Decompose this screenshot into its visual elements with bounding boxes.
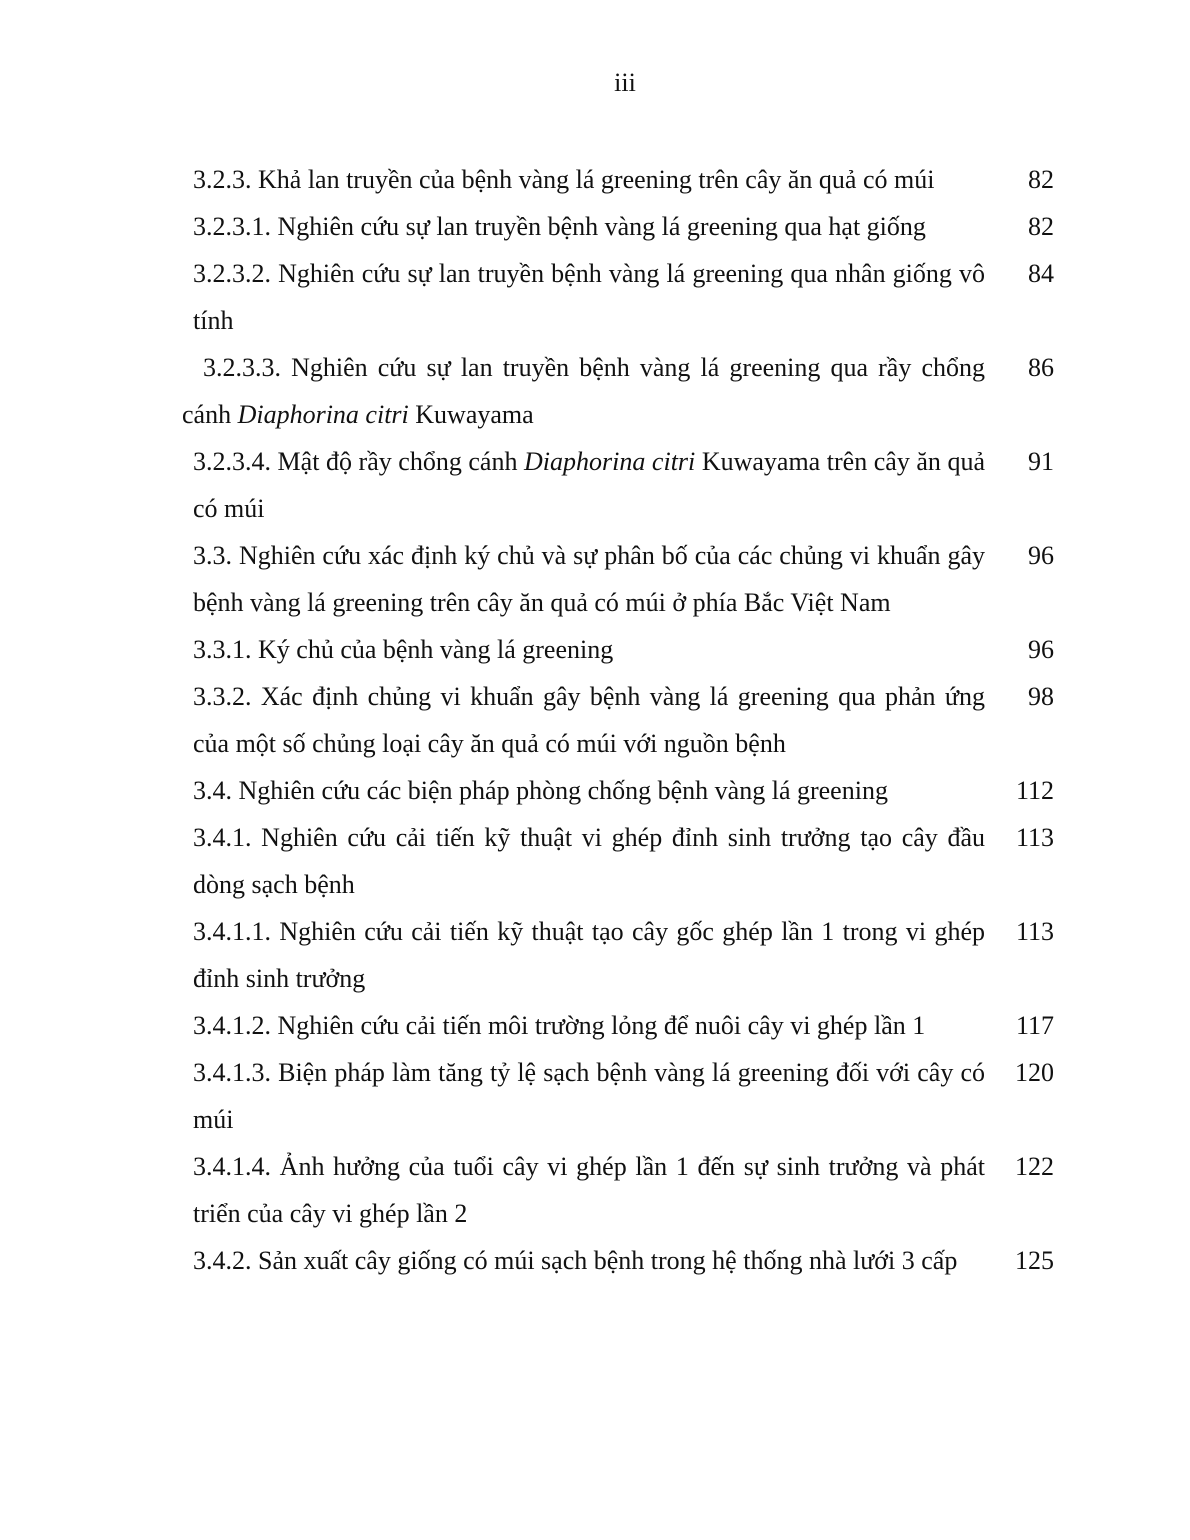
toc-entry-title-part: Kuwayama trên cây ăn quả có múi xyxy=(193,447,986,523)
toc-entry-page: 84 xyxy=(1028,259,1054,288)
toc-entry-page: 113 xyxy=(1015,823,1054,852)
toc-entry-page: 112 xyxy=(1015,776,1054,805)
species-name: Diaphorina citri xyxy=(237,400,409,429)
page-number: iii xyxy=(614,68,636,97)
toc-entry-3-4-1-1[interactable] xyxy=(0,908,1190,1002)
toc-entry-3-2-3-4[interactable] xyxy=(0,438,1190,532)
toc-entry-3-2-3-1[interactable] xyxy=(0,203,1190,250)
toc-entry-title xyxy=(182,344,985,438)
toc-entry-title xyxy=(193,438,985,532)
toc-entry-title: 3.2.3. Khả lan truyền của bệnh vàng lá greening trên cây ăn quả có múi xyxy=(193,165,935,194)
toc-entry-page: 82 xyxy=(1028,212,1054,241)
toc-entry-page: 96 xyxy=(1028,635,1054,664)
toc-entry-page: 117 xyxy=(1015,1011,1054,1040)
toc-entry-3-3[interactable] xyxy=(0,532,1190,626)
toc-entry-title: 3.2.3.1. Nghiên cứu sự lan truyền bệnh vàng lá greening qua hạt giống xyxy=(193,212,926,241)
toc-entry-3-4-1-2[interactable] xyxy=(0,1002,1190,1049)
toc-entry-page: 91 xyxy=(1028,447,1054,476)
toc-entry-page: 113 xyxy=(1015,917,1054,946)
toc-entry-page: 98 xyxy=(1028,682,1054,711)
toc-entry-title-part: Kuwayama xyxy=(408,400,534,429)
toc-entry-3-4-1[interactable] xyxy=(0,814,1190,908)
toc-entry-3-4-2[interactable] xyxy=(0,1237,1190,1284)
toc-entry-title: 3.4.1.3. Biện pháp làm tăng tỷ lệ sạch bệnh vàng lá greening đối với cây có múi xyxy=(193,1058,985,1134)
toc-entry-title: 3.3. Nghiên cứu xác định ký chủ và sự phân bố của các chủng vi khuẩn gây bệnh vàng lá greening trên cây ăn quả có múi ở phía Bắc Việt Nam xyxy=(193,541,985,617)
toc-entry-page: 120 xyxy=(1015,1058,1054,1087)
table-of-contents xyxy=(0,156,1190,1284)
toc-entry-page: 96 xyxy=(1028,541,1054,570)
toc-entry-3-2-3[interactable] xyxy=(0,156,1190,203)
toc-entry-page: 125 xyxy=(1015,1246,1054,1275)
toc-entry-title-part: 3.2.3.3. Nghiên cứu sự lan truyền bệnh vàng lá greening qua rầy chổng cánh xyxy=(182,353,985,429)
toc-entry-3-4[interactable] xyxy=(0,767,1190,814)
toc-entry-title: 3.3.1. Ký chủ của bệnh vàng lá greening xyxy=(193,635,614,664)
toc-entry-title: 3.4.2. Sản xuất cây giống có múi sạch bệnh trong hệ thống nhà lưới 3 cấp xyxy=(193,1246,958,1275)
toc-entry-3-3-2[interactable] xyxy=(0,673,1190,767)
species-name: Diaphorina citri xyxy=(524,447,696,476)
toc-entry-title: 3.4.1. Nghiên cứu cải tiến kỹ thuật vi ghép đỉnh sinh trưởng tạo cây đầu dòng sạch bệnh xyxy=(193,823,985,899)
toc-entry-3-4-1-4[interactable] xyxy=(0,1143,1190,1237)
toc-entry-page: 122 xyxy=(1015,1152,1054,1181)
toc-entry-page: 86 xyxy=(1028,353,1054,382)
toc-entry-3-4-1-3[interactable] xyxy=(0,1049,1190,1143)
toc-entry-title: 3.4.1.4. Ảnh hưởng của tuổi cây vi ghép lần 1 đến sự sinh trưởng và phát triển của cây vi ghép lần 2 xyxy=(193,1152,985,1228)
toc-entry-title: 3.2.3.2. Nghiên cứu sự lan truyền bệnh vàng lá greening qua nhân giống vô tính xyxy=(193,259,985,335)
toc-entry-title: 3.3.2. Xác định chủng vi khuẩn gây bệnh vàng lá greening qua phản ứng của một số chủng loại cây ăn quả có múi với nguồn bệnh xyxy=(193,682,985,758)
toc-entry-title: 3.4. Nghiên cứu các biện pháp phòng chống bệnh vàng lá greening xyxy=(193,776,888,805)
toc-entry-3-2-3-3[interactable] xyxy=(0,344,1190,438)
toc-entry-title-part: 3.2.3.4. Mật độ rầy chổng cánh xyxy=(193,447,525,476)
toc-entry-title: 3.4.1.1. Nghiên cứu cải tiến kỹ thuật tạo cây gốc ghép lần 1 trong vi ghép đỉnh sinh trưởng xyxy=(193,917,985,993)
toc-entry-3-2-3-2[interactable] xyxy=(0,250,1190,344)
toc-entry-3-3-1[interactable] xyxy=(0,626,1190,673)
toc-entry-title: 3.4.1.2. Nghiên cứu cải tiến môi trường lỏng để nuôi cây vi ghép lần 1 xyxy=(193,1011,926,1040)
toc-entry-page: 82 xyxy=(1028,165,1054,194)
